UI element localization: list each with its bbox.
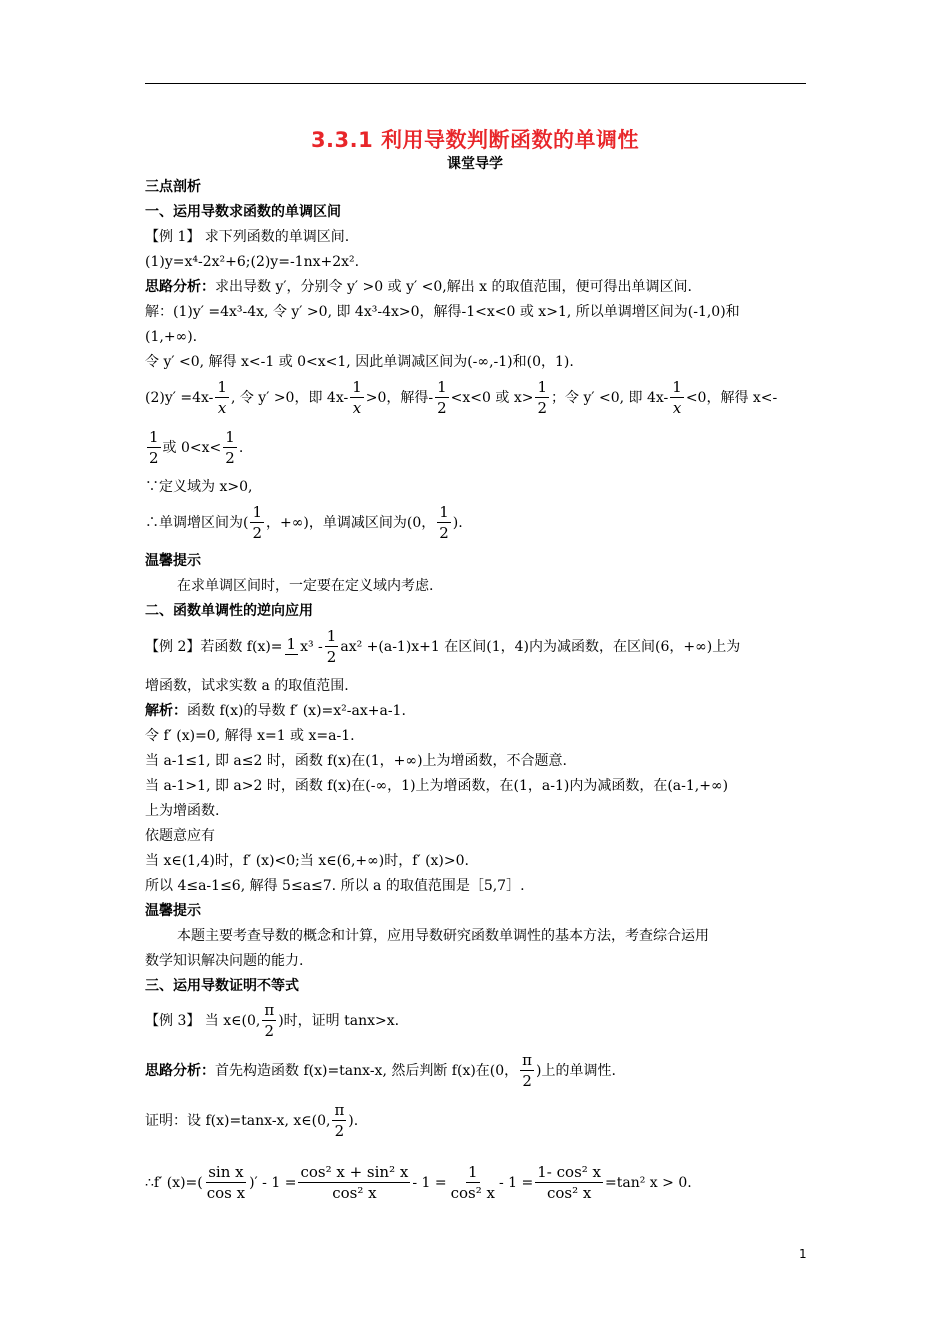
tip-text: 数学知识解决问题的能力.	[145, 953, 304, 969]
idea-label: 思路分析：	[145, 279, 215, 295]
solution-line: (1,+∞).	[145, 329, 198, 345]
tip-heading: 温馨提示	[145, 903, 201, 919]
fraction: $\frac{1}{x}$	[672, 378, 682, 417]
solution-line: 解：(1)y′ =4x³-4x, 令 y′ >0, 即 4x³-4x>0，解得-1<x<0 或 x>1, 所以单调增区间为(-1,0)和	[145, 304, 740, 320]
fraction: $\frac{1}{2}$	[439, 503, 449, 542]
section-heading: 一、运用导数求函数的单调区间	[145, 204, 341, 220]
example-1-parts: (1)y=x⁴-2x²+6;(2)y=-1nx+2x².	[145, 254, 360, 270]
solution-line: ∵定义域为 x>0,	[145, 479, 253, 495]
example-1-idea	[145, 277, 692, 297]
fraction: $\frac{1}{x}$	[217, 378, 227, 417]
idea-text: 求出导数 y′，分别令 y′ >0 或 y′ <0,解出 x 的取值范围，便可得出单调区间.	[215, 279, 692, 295]
tip-text: 在求单调区间时，一定要在定义域内考虑.	[177, 578, 434, 594]
solution-line-fractions: (2)y′ =4x- $\frac{1}{x}$ , 令 y′ >0，即 4x- $\frac{1}{x}$ >0，解得- $\frac{1}{2}$ <x<0 或 x> $\frac{1}{2}$ ；令 y′ <0, 即 4x- $\frac{1}{x}$ <0，解得 x<-	[145, 378, 778, 417]
fraction: $\frac{1}{2}$	[537, 378, 548, 417]
fraction: $\frac{1}{2}$	[252, 503, 263, 542]
solution-result: ∴单调增区间为( $\frac{1}{2}$ ，+∞)，单调减区间为(0， $\frac{1}{2}$ ).	[145, 503, 463, 542]
solution-line-fractions: $\frac{1}{2}$ 或 0<x< $\frac{1}{2}$ .	[149, 428, 244, 467]
example-1-statement: 【例 1】 求下列函数的单调区间.	[145, 229, 350, 245]
fraction: $\frac{\pi}{2}$	[334, 1101, 345, 1140]
fraction: $\frac{\pi}{2}$	[264, 1001, 275, 1040]
solution-line: 解析：函数 f(x)的导数 f′ (x)=x²-ax+a-1.	[145, 703, 406, 719]
solution-line: 令 y′ <0, 解得 x<-1 或 0<x<1, 因此单调减区间为(-∞,-1)和(0，1).	[145, 354, 574, 370]
solution-line: 当 a-1>1, 即 a>2 时，函数 f(x)在(-∞，1)上为增函数，在(1，a-1)内为减函数，在(a-1,+∞)	[145, 778, 729, 794]
fraction: $\frac{1}{2}$	[326, 627, 337, 666]
page-number: 1	[799, 1247, 807, 1261]
fraction: $\frac{1}{2}$	[437, 378, 447, 417]
example-3-idea: 思路分析：首先构造函数 f(x)=tanx-x, 然后判断 f(x)在(0， $\frac{\pi}{2}$ )上的单调性.	[145, 1051, 616, 1090]
fraction: $\frac{1}{\text{cos² x}}$	[450, 1163, 495, 1202]
fraction: 1	[286, 634, 297, 653]
solution-line: 令 f′ (x)=0, 解得 x=1 或 x=a-1.	[145, 728, 355, 744]
fraction: $\frac{\text{1- cos² x}}{\text{cos² x}}$	[537, 1163, 602, 1202]
page-subtitle: 课堂导学	[447, 156, 503, 172]
fraction: $\frac{\text{sin x}}{\text{cos x}}$	[206, 1163, 246, 1202]
fraction: $\frac{1}{x}$	[352, 378, 362, 417]
tip-text: 本题主要考查导数的概念和计算，应用导数研究函数单调性的基本方法，考查综合运用	[177, 928, 709, 944]
page-title: 3.3.1 利用导数判断函数的单调性	[310, 128, 640, 152]
section-heading: 二、函数单调性的逆向应用	[145, 603, 313, 619]
fraction: $\frac{\pi}{2}$	[522, 1051, 533, 1090]
fraction: $\frac{1}{2}$	[149, 428, 159, 467]
example-3-proof: 证明：设 f(x)=tanx-x, x∈(0, $\frac{\pi}{2}$ ).	[145, 1101, 359, 1140]
tip-heading: 温馨提示	[145, 553, 201, 569]
section-heading: 三、运用导数证明不等式	[145, 978, 299, 994]
solution-line: 上为增函数.	[145, 803, 220, 819]
solution-line: 当 a-1≤1, 即 a≤2 时，函数 f(x)在(1，+∞)上为增函数，不合题意.	[145, 753, 567, 769]
example-2-statement: 增函数，试求实数 a 的取值范围.	[145, 678, 349, 694]
solution-line: 所以 4≤a-1≤6, 解得 5≤a≤7. 所以 a 的取值范围是［5,7］.	[145, 878, 525, 894]
fraction: $\frac{1}{2}$	[225, 428, 235, 467]
header-rule	[145, 83, 806, 84]
example-3-final-equation: ∴f′ (x)=( $\frac{\text{sin x}}{\text{cos x}}$ )′ - 1 = $\frac{\text{cos² x + sin² x}}{\text{cos² x}}$ - 1 = $\frac{1}{\text{cos² x}}$ - 1 = $\frac{\text{1- cos² x}}{\text{cos² x}}$ =tan² x > 0.	[145, 1163, 692, 1202]
fraction: $\frac{\text{cos² x + sin² x}}{\text{cos² x}}$	[300, 1163, 409, 1202]
solution-line: 依题意应有	[145, 828, 215, 844]
example-3-statement: 【例 3】 当 x∈(0, $\frac{\pi}{2}$ )时，证明 tanx>x.	[145, 1001, 400, 1040]
example-2-statement: 【例 2】若函数 f(x)= 1 x³ - $\frac{1}{2}$ ax² +(a-1)x+1 在区间(1，4)内为减函数，在区间(6，+∞)上为	[145, 627, 741, 666]
solution-line: 当 x∈(1,4)时，f′ (x)<0;当 x∈(6,+∞)时，f′ (x)>0.	[145, 853, 469, 869]
section-heading: 三点剖析	[145, 179, 201, 195]
